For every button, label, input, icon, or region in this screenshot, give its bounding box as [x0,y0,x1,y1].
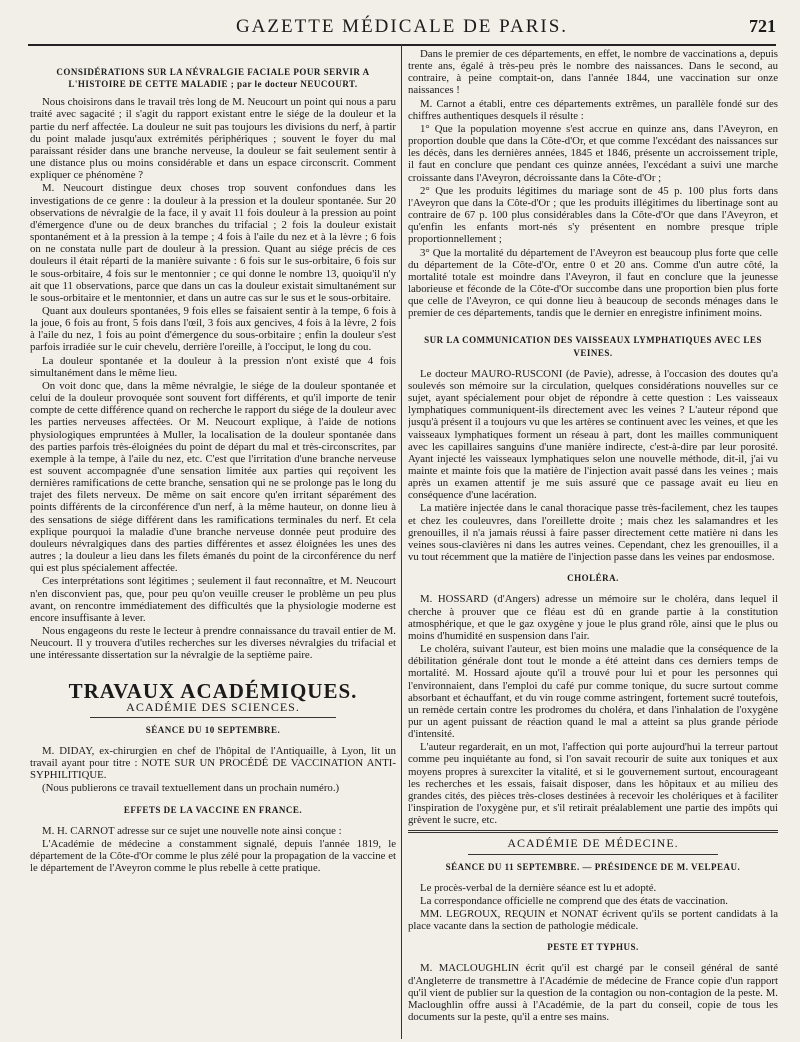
paragraph: L'Académie de médecine a constamment signalé, depuis l'année 1819, le département de la Côte-d'Or comme le plus zélé pour la propagation de la vaccine et le département de l'Aveyron comme le plus rebelle à cette pratique. [30,837,396,875]
article-title: CONSIDÉRATIONS SUR LA NÉVRALGIE FACIALE POUR SERVIR A L'HISTOIRE DE CETTE MALADIE ; par le docteur NEUCOURT. [56,67,370,90]
divider [90,717,336,718]
session-heading: SÉANCE DU 11 SEPTEMBRE. — PRÉSIDENCE DE M. VELPEAU. [445,861,741,872]
paragraph: La matière injectée dans le canal thoracique passe très-facilement, chez les taupes et chez les couleuvres, dans l'oreillette droite ; mais chez les salamandres et les grenouilles, il n'a jamais réussi à faire passer directement cette matière ni dans les veines sous-clavières ni dans les autres veines. Cependant, chez les grenouilles, il a vu tout récemment que la matière de l'injection passe dans les veines par endosmose. [408,502,778,564]
subsection-heading: CHOLÉRA. [567,573,619,584]
paragraph: Dans le premier de ces départements, en effet, le nombre de vaccinations a, depuis trente ans, égalé à très-peu près le nombre des naissances. Dans le second, au contraire, à peine comptait-on, dans l'année 1844, une vaccination sur onze naissances ! [408,48,778,97]
paragraph: (Nous publierons ce travail textuellement dans un prochain numéro.) [42,782,340,795]
paragraph: Nous choisirons dans le travail très long de M. Neucourt un point qui nous a paru traité avec sagacité ; il s'agit du rapport existant entre le siége de la douleur et la partie du nerf affectée. La douleur ne suit pas toujours les divisions du nerf, à partir du point malade jusqu'aux extrémités périphériques ; souvent le foyer du mal paraissant résider dans une branche nerveuse, la douleur se fait seulement sentir à une distance plus ou moins considérable et dans un espace circonscrit. Comment expliquer ce phénomène ? [30,96,396,182]
header-rule [28,44,776,46]
academy-heading: ACADÉMIE DES SCIENCES. [126,699,300,714]
divider [468,854,718,855]
paragraph: M. MACLOUGHLIN écrit qu'il est chargé par le conseil général de santé d'Angleterre de transmettre à l'Académie de médecine de France copie d'un rapport qu'il vient de publier sur la question de la contagion ou non-contagion de la peste. M. Macloughlin offre aussi à l'Académie, de la part du conseil, copie de tous les documents sur la peste, qu'il a entre ses mains. [408,962,778,1024]
paragraph: Quant aux douleurs spontanées, 9 fois elles se faisaient sentir à la tempe, 6 fois à la joue, 6 fois au front, 5 fois dans l'œil, 3 fois aux gencives, 4 fois à la lèvre, 2 fois à l'aile du nez, 1 fois au point d'émergence du sous-orbitaire ; enfin la douleur s'est parfois irradiée sur le cuir chevelu, derrière l'oreille, à l'occiput, le long du cou. [30,304,396,354]
paragraph: La douleur spontanée et la douleur à la pression n'ont existé que 4 fois simultanément dans le même lieu. [30,354,396,379]
session-heading: SÉANCE DU 10 SEPTEMBRE. [145,724,281,735]
subsection-heading: PESTE ET TYPHUS. [547,942,639,953]
paragraph: Le procès-verbal de la dernière séance est lu et adopté. [420,881,657,894]
right-column [408,48,778,1038]
paragraph: M. H. CARNOT adresse sur ce sujet une nouvelle note ainsi conçue : [42,824,342,837]
paragraph: M. DIDAY, ex-chirurgien en chef de l'hôpital de l'Antiquaille, à Lyon, lit un travail ayant pour titre : NOTE SUR UN PROCÉDÉ DE VACCINATION ANTI-SYPHILITIQUE. [30,744,396,782]
subsection-heading: EFFETS DE LA VACCINE EN FRANCE. [123,804,303,815]
paragraph: M. Neucourt distingue deux choses trop souvent confondues dans les investigations de ce genre : la douleur à la pression et la douleur spontanée. Sur 20 observations de névralgie de la face, il y avait 11 fois douleur à la pression au point d'émergence d'une ou de deux branches du trifacial ; 2 fois la douleur existait spontanément et à la pression à la tempe ; 4 fois à l'aile du nez et à la lèvre ; 6 fois on ne constata nulle part de douleur à la pression. Quant au siége précis de ces douleurs il était réparti de la manière suivante : 6 fois sur le sus-orbitaire, 6 fois sur le sous-orbitaire, 4 fois sur le mentonnier ; ce qui donne le nombre 13, quoiqu'il n'y ait que 11 observations, parce que dans un cas la douleur existait simultanément sur le sous-orbitaire et le mentonnier, et dans un autre cas sur le sus et le sous-orbitaire. [30,182,396,304]
paragraph: La correspondance officielle ne comprend que des états de vaccination. [420,894,728,907]
section-title: TRAVAUX ACADÉMIQUES. [68,678,358,703]
paragraph: MM. LEGROUX, REQUIN et NONAT écrivent qu'ils se portent candidats à la place vacante dans la section de pathologie médicale. [408,908,778,933]
paragraph: 1° Que la population moyenne s'est accrue en quinze ans, dans l'Aveyron, en proportion double que dans la Côte-d'Or, et que comme l'excédant des naissances sur les décès, dans les dernières années, 1845 et 1846, présente un accroissement triple, il faut en conclure que pendant ces quinze années, l'excédant a suivi une marche croissante dans l'Aveyron, décroissante dans la Côte-d'Or ; [408,122,778,184]
paragraph: Le choléra, suivant l'auteur, est bien moins une maladie que la conséquence de la débilitation générale dont tout le monde a été atteint dans ces derniers temps de mortalité. M. Hossard ajoute qu'il a trouvé pour lui et pour les personnes qui l'environnaient, dans l'emploi du café pur comme tonique, du sucre surtout comme absorbant et échauffant, et du vin rouge comme astringent, fortement sucré toutefois, un remède certain contre les prodromes du choléra, et dans l'inhalation de l'oxygène pur un agent puissant de réaction quand le mal a atteint sa plus grande période d'intensité. [408,643,778,741]
paragraph: Nous engageons du reste le lecteur à prendre connaissance du travail entier de M. Neucourt. Il y trouvera d'utiles recherches sur les diverses névralgies du trifacial et une intéressante dissertation sur la névralgie de la septième paire. [30,625,396,662]
page-header [28,6,776,37]
paragraph: L'auteur regarderait, en un mot, l'affection qui porte aujourd'hui la terreur partout comme peu inquiétante au fond, si l'on savait recourir de suite aux toniques et aux moyens propres à surexciter la vitalité, et si le gouvernement surtout, encourageant les recherches et les essais, faisait disposer, dans les hôpitaux et au milieu des grandes cités, des pièces très-closes destinées à recevoir les cholériques et à faciliter l'inspiration de l'oxygène pur, et s'il retirait préalablement une partie des impôts qui grèvent le sucre, etc. [408,741,778,827]
paragraph: On voit donc que, dans la même névralgie, le siége de la douleur spontanée et celui de la douleur provoquée sont souvent fort différents, et qu'il importe de tenir compte de cette différence quand on recherche le rapport du siége de la douleur avec les parties nerveuses affectées. Or M. Neucourt explique, à l'aide de notions physiologiques empruntées à Muller, la localisation de la douleur spontanée dans des parties parfois très-éloignées du point de départ du mal et très-circonscrites, par exemple à la tempe, à l'aile du nez, etc. C'est que l'irritation d'une branche nerveuse est souvent accompagnée d'une sensation limitée aux parties qui reçoivent les dernières ramifications de cette branche, sensation qui ne se prolonge pas le long du trajet des filets nerveux. De même on sait encore qu'en irritant séparément des points différents de la circonférence d'un nerf, à la même hauteur, on donne lieu à des sensations de siége différent dans les ramifications terminales du nerf. Et cela explique pourquoi la maladie d'une branche nerveuse donnée peut produire des douleurs névralgiques dans des parties différentes et assez éloignées les unes des autres ; la douleur a lieu dans les filets émanés du point de la circonférence du nerf qui est plus spécialement affectée. [30,379,396,575]
paragraph: M. HOSSARD (d'Angers) adresse un mémoire sur le choléra, dans lequel il cherche à prouver que ce fléau est dû en grande partie à la constitution atmosphérique, et que le gaz oxygène y joue le plus grand rôle, ainsi que le plus ou moins d'humidité en suspension dans l'air. [408,593,778,642]
paragraph: 2° Que les produits légitimes du mariage sont de 45 p. 100 plus forts dans l'Aveyron que dans la Côte-d'Or ; que les produits illégitimes du libertinage sont au contraire de 67 p. 100 plus considérables dans la Côte-d'Or que dans l'Aveyron, et qu'enfin les enfants mort-nés s'y présentent en nombre presque triple proportionnellement ; [408,184,778,246]
divider [408,830,778,833]
subsection-heading: SUR LA COMMUNICATION DES VAISSEAUX LYMPHATIQUES AVEC LES VEINES. [424,335,762,358]
paragraph: M. Carnot a établi, entre ces départements extrêmes, un parallèle fondé sur des chiffres authentiques desquels il résulte : [408,97,778,122]
column-divider [401,44,402,1039]
left-column [30,48,396,1038]
academy-heading: ACADÉMIE DE MÉDECINE. [507,836,679,851]
paragraph: Ces interprétations sont légitimes ; seulement il faut reconnaître, et M. Neucourt n'en disconvient pas, que, pour peu qu'on veuille creuser le problème un peu plus avant, on rencontre immédiatement des difficultés que la physiologie moderne est encore insuffisante à lever. [30,575,396,624]
journal-title: GAZETTE MÉDICALE DE PARIS. [235,16,569,37]
page-number: 721 [749,16,776,36]
paragraph: 3° Que la mortalité du département de l'Aveyron est beaucoup plus forte que celle du département de la Côte-d'Or, entre 0 et 20 ans. Comme d'un autre côté, la mortalité totale est moindre dans l'Aveyron, il faut en conclure que la jeunesse laborieuse et féconde de la Côte-d'Or succombe dans une proportion bien plus forte que celle de l'Aveyron, ce qui donne lieu à beaucoup de seconds ménages dans le premier de ces départements, tandis que le dernier en enregistre infiniment moins. [408,246,778,320]
paragraph: Le docteur MAURO-RUSCONI (de Pavie), adresse, à l'occasion des doutes qu'a soulevés son mémoire sur la circulation, quelques considérations nouvelles sur ce sujet, ayant spécialement pour objet de répondre à cette question : Les vaisseaux lymphatiques communiquent-ils directement avec les veines ? L'auteur répond que jusqu'à présent il a toujours vu que les artères se continuent avec les veines, et que les vaisseaux lymphatiques forment un réseau à part, dont les mailles communiquent avec les capillaires sanguins d'une manière indirecte, c'est-à-dire par leur porosité. Ayant injecté les vaisseaux lymphatiques selon une nouvelle méthode, dit-il, j'ai vu mainte et mainte fois que la matière de l'injection avait passé dans les veines ; mais après un examen attentif je me suis assuré que ce passage avait eu lieu en conséquence d'une lacération. [408,367,778,502]
